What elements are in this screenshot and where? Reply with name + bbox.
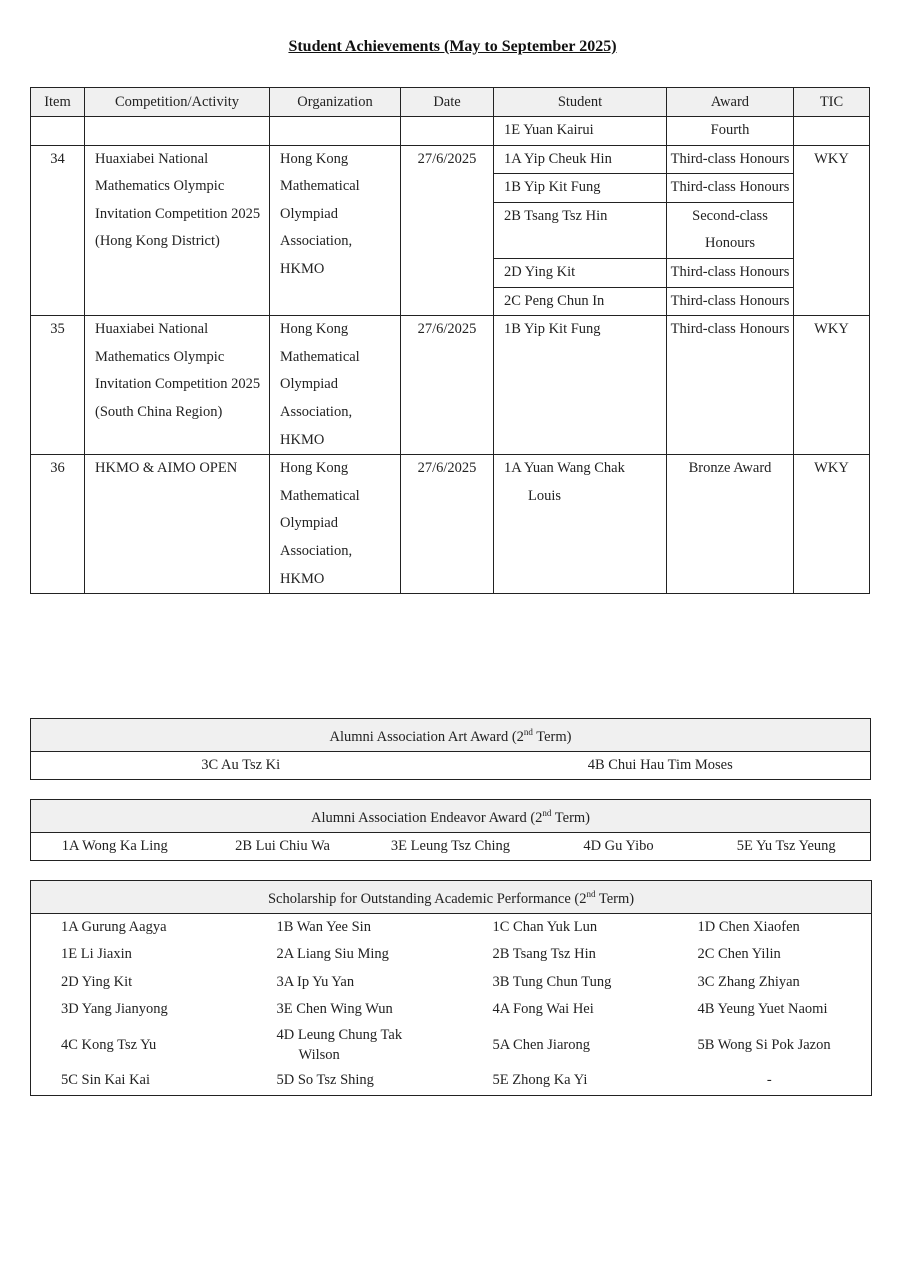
- student-cell: 2B Tsang Tsz Hin: [494, 202, 667, 258]
- table-row: [31, 455, 870, 594]
- student-name-line: 4D Leung Chung Tak: [276, 1027, 403, 1044]
- date-cell: 27/6/2025: [401, 145, 494, 316]
- student-cell: 1A Yip Cheuk Hin: [494, 145, 667, 174]
- scholarship-student: 1A Gurung Aagya: [61, 918, 167, 935]
- scholarship-student: 5E Zhong Ka Yi: [492, 1072, 588, 1089]
- award-cell: Third-class Honours: [667, 258, 794, 287]
- tic-cell: WKY: [794, 455, 870, 594]
- scholarship-student: 2B Tsang Tsz Hin: [492, 946, 596, 963]
- scholarship-student: 3A Ip Yu Yan: [276, 973, 355, 990]
- col-header-item: Item: [31, 88, 85, 117]
- endeavor-award-student: 4D Gu Yibo: [583, 837, 654, 854]
- student-cell: 2D Ying Kit: [494, 258, 667, 287]
- scholarship-student: 4C Kong Tsz Yu: [61, 1037, 157, 1054]
- scholarship-student: 2C Chen Yilin: [697, 946, 781, 963]
- student-name-continuation: Wilson: [298, 1047, 340, 1064]
- table-row: [31, 913, 872, 941]
- art-award-header: [31, 719, 871, 752]
- award-cell: Bronze Award: [667, 455, 794, 594]
- table-row: [31, 316, 870, 455]
- col-header-date: Date: [401, 88, 494, 117]
- competition-cell: HKMO & AIMO OPEN: [85, 455, 270, 594]
- table-row: [31, 145, 870, 174]
- scholarship-student: 2A Liang Siu Ming: [276, 946, 389, 963]
- endeavor-award-student: 5E Yu Tsz Yeung: [736, 837, 836, 854]
- organization-cell: Hong Kong Mathematical Olympiad Association, HKMO: [270, 145, 401, 316]
- art-award-table: [30, 718, 871, 780]
- award-cell: Third-class Honours: [667, 287, 794, 316]
- organization-cell: Hong Kong Mathematical Olympiad Association, HKMO: [270, 316, 401, 455]
- table-row: [31, 1023, 872, 1067]
- scholarship-student: -: [766, 1072, 772, 1089]
- tic-cell: WKY: [794, 145, 870, 316]
- scholarship-student: 3B Tung Chun Tung: [492, 973, 612, 990]
- scholarship-header: [31, 881, 872, 914]
- endeavor-award-student: 1A Wong Ka Ling: [61, 837, 168, 854]
- scholarship-student: 5A Chen Jiarong: [492, 1037, 590, 1054]
- date-cell: 27/6/2025: [401, 455, 494, 594]
- student-cell: [494, 455, 667, 594]
- scholarship-table: [30, 880, 872, 1096]
- scholarship-student: 1B Wan Yee Sin: [276, 918, 371, 935]
- item-number-cell: 35: [31, 316, 85, 455]
- art-award-student: 3C Au Tsz Ki: [201, 756, 281, 773]
- col-header-student: Student: [494, 88, 667, 117]
- scholarship-student: 5D So Tsz Shing: [276, 1072, 374, 1089]
- scholarship-student: 5B Wong Si Pok Jazon: [697, 1037, 831, 1054]
- scholarship-student: 1D Chen Xiaofen: [697, 918, 800, 935]
- award-cell: Third-class Honours: [667, 145, 794, 174]
- tic-cell: WKY: [794, 316, 870, 455]
- award-cell: Third-class Honours: [667, 174, 794, 203]
- col-header-organization: Organization: [270, 88, 401, 117]
- student-cell: 1B Yip Kit Fung: [494, 174, 667, 203]
- col-header-award: Award: [667, 88, 794, 117]
- date-cell: 27/6/2025: [401, 316, 494, 455]
- table-row: [31, 751, 871, 779]
- art-award-student: 4B Chui Hau Tim Moses: [587, 756, 733, 773]
- item-number-cell: 34: [31, 145, 85, 316]
- award-cell: Second-class Honours: [667, 202, 794, 258]
- endeavor-award-header: [31, 800, 871, 833]
- scholarship-student: 1C Chan Yuk Lun: [492, 918, 598, 935]
- student-cell: 1E Yuan Kairui: [494, 117, 667, 146]
- award-cell: Third-class Honours: [667, 316, 794, 455]
- page-title: Student Achievements (May to September 2025): [288, 38, 617, 55]
- table-row: [31, 941, 872, 968]
- scholarship-student: 4A Fong Wai Hei: [492, 1001, 594, 1018]
- table-row: [31, 996, 872, 1023]
- table-row: [31, 969, 872, 996]
- scholarship-student: 3E Chen Wing Wun: [276, 1001, 393, 1018]
- student-cell: 2C Peng Chun In: [494, 287, 667, 316]
- scholarship-student: 4B Yeung Yuet Naomi: [697, 1001, 828, 1018]
- endeavor-award-student: 2B Lui Chiu Wa: [235, 837, 330, 854]
- endeavor-award-table: [30, 799, 871, 861]
- table-header-row: [31, 88, 870, 117]
- art-award-title: Alumni Association Art Award (2nd Term): [31, 719, 871, 752]
- organization-cell: Hong Kong Mathematical Olympiad Association, HKMO: [270, 455, 401, 594]
- student-name-line: 1A Yuan Wang Chak: [504, 460, 625, 477]
- scholarship-title: Scholarship for Outstanding Academic Performance (2nd Term): [31, 881, 872, 914]
- scholarship-student: 1E Li Jiaxin: [61, 946, 132, 963]
- student-name-continuation: Louis: [528, 487, 562, 504]
- endeavor-award-title: Alumni Association Endeavor Award (2nd Term): [31, 800, 871, 833]
- award-cell: Fourth: [667, 117, 794, 146]
- scholarship-student: 5C Sin Kai Kai: [61, 1072, 151, 1089]
- col-header-competition: Competition/Activity: [85, 88, 270, 117]
- table-row: [31, 117, 870, 146]
- scholarship-student: [247, 1023, 463, 1067]
- table-row: [31, 1067, 872, 1095]
- achievements-table: [30, 87, 870, 594]
- table-row: [31, 832, 871, 860]
- competition-cell: Huaxiabei National Mathematics Olympic Invitation Competition 2025 (South China Region): [85, 316, 270, 455]
- item-number-cell: 36: [31, 455, 85, 594]
- scholarship-student: 2D Ying Kit: [61, 973, 133, 990]
- student-cell: 1B Yip Kit Fung: [494, 316, 667, 455]
- scholarship-student: 3C Zhang Zhiyan: [697, 973, 800, 990]
- scholarship-student: 3D Yang Jianyong: [61, 1001, 168, 1018]
- competition-cell: Huaxiabei National Mathematics Olympic Invitation Competition 2025 (Hong Kong District): [85, 145, 270, 316]
- col-header-tic: TIC: [794, 88, 870, 117]
- endeavor-award-student: 3E Leung Tsz Ching: [390, 837, 511, 854]
